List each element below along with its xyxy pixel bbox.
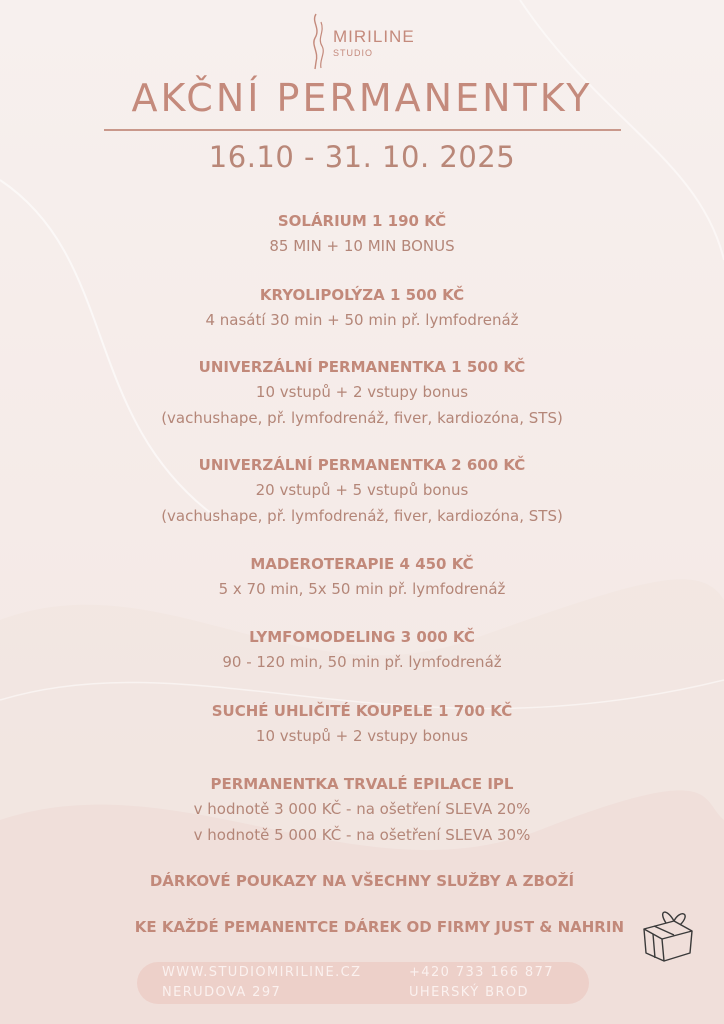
offer-solarium xyxy=(0,209,724,259)
offer-detail: (vachushape, př. lymfodrenáž, fiver, kardiozóna, STS) xyxy=(161,507,563,525)
offer-detail: 10 vstupů + 2 vstupy bonus xyxy=(255,727,469,745)
offer-epilace-ipl xyxy=(0,772,724,848)
offer-detail: v hodnotě 5 000 KČ - na ošetření SLEVA 30% xyxy=(193,826,531,844)
offer-maderoterapie xyxy=(0,552,724,602)
offer-title: MADEROTERAPIE 4 450 KČ xyxy=(250,555,474,573)
offer-detail: 90 - 120 min, 50 min př. lymfodrenáž xyxy=(222,653,502,671)
offer-detail: 10 vstupů + 2 vstupy bonus xyxy=(255,383,469,401)
gift-note-text: KE KAŽDÉ PEMANENTCE DÁREK OD FIRMY JUST & NAHRIN xyxy=(134,918,624,936)
offer-detail: 5 x 70 min, 5x 50 min př. lymfodrenáž xyxy=(218,580,506,598)
offer-lymfomodeling xyxy=(0,625,724,675)
phone-number[interactable]: +420 733 166 877 xyxy=(409,965,554,980)
offer-title: UNIVERZÁLNÍ PERMANENTKA 1 500 KČ xyxy=(198,358,526,376)
brand-name: MIRILINE xyxy=(333,27,415,46)
offer-title: UNIVERZÁLNÍ PERMANENTKA 2 600 KČ xyxy=(198,456,526,474)
offer-universal-1500 xyxy=(0,355,724,431)
offer-title: SOLÁRIUM 1 190 KČ xyxy=(277,212,447,230)
woman-silhouette-icon xyxy=(307,12,329,70)
brand-sub: STUDIO xyxy=(333,48,374,58)
offer-koupele xyxy=(0,699,724,749)
offer-title: PERMANENTKA TRVALÉ EPILACE IPL xyxy=(210,775,514,793)
offer-kryolipolyza xyxy=(0,283,724,333)
contact-bar xyxy=(137,962,589,1004)
title-divider xyxy=(104,129,621,131)
offer-detail: v hodnotě 3 000 KČ - na ošetření SLEVA 20% xyxy=(193,800,531,818)
promo-dates: 16.10 - 31. 10. 2025 xyxy=(208,140,516,174)
vouchers-note: DÁRKOVÉ POUKAZY NA VŠECHNY SLUŽBY A ZBOŽÍ xyxy=(149,872,575,890)
offer-detail: (vachushape, př. lymfodrenáž, fiver, kardiozóna, STS) xyxy=(161,409,563,427)
brand-logo xyxy=(307,12,427,70)
offer-universal-2600 xyxy=(0,453,724,529)
address-text: NERUDOVA 297 xyxy=(162,985,282,1000)
offer-detail: 20 vstupů + 5 vstupů bonus xyxy=(255,481,469,499)
city-text: UHERSKÝ BROD xyxy=(409,985,529,1000)
page-title: AKČNÍ PERMANENTKY xyxy=(131,76,593,120)
gift-note xyxy=(0,918,624,936)
offer-title: KRYOLIPOLÝZA 1 500 KČ xyxy=(259,286,465,304)
offer-title: SUCHÉ UHLIČITÉ KOUPELE 1 700 KČ xyxy=(211,702,513,720)
gift-box-icon xyxy=(640,903,698,963)
website-link[interactable]: WWW.STUDIOMIRILINE.CZ xyxy=(162,965,362,980)
offer-detail: 4 nasátí 30 min + 50 min př. lymfodrenáž xyxy=(205,311,519,329)
offer-title: LYMFOMODELING 3 000 KČ xyxy=(249,628,475,646)
offer-detail: 85 MIN + 10 MIN BONUS xyxy=(269,237,455,255)
